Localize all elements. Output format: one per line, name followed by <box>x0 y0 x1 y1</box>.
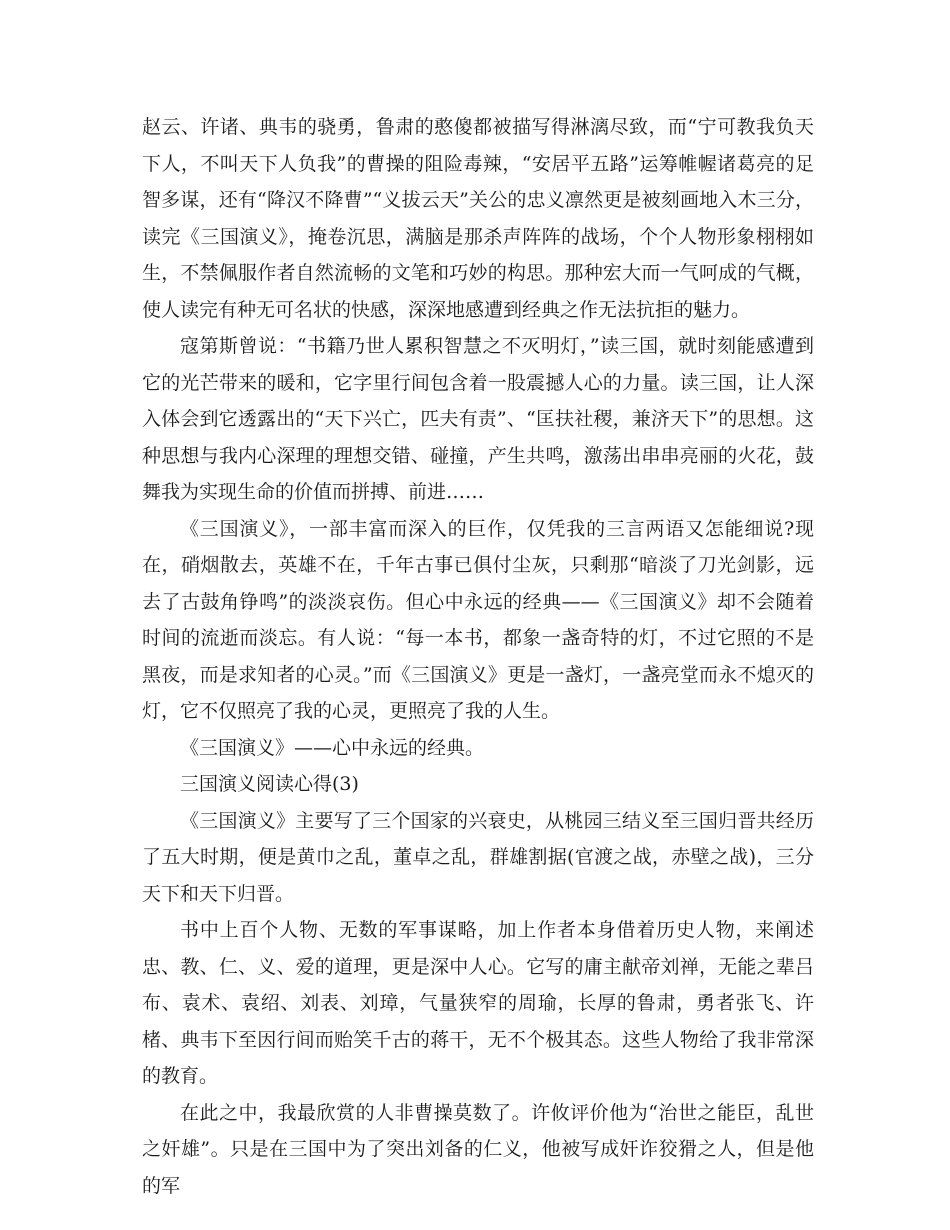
paragraph-4: 《三国演义》——心中永远的经典。 <box>180 736 485 759</box>
paragraph-8: 在此之中，我最欣赏的人非曹操莫数了。许攸评价他为“治世之能臣，乱世之奸雄”。只是在三国中为了突出刘备的仁义，他被写成奸诈狡猾之人，但是他的军 <box>142 1101 814 1197</box>
paragraph-2: 寇第斯曾说：“书籍乃世人累积智慧之不灭明灯，”读三国，就时刻能感遭到它的光芒带来的暖和，它字里行间包含着一股震撼人心的力量。读三国，让人深入体会到它透露出的“天下兴亡，匹夫有责”、“匡扶社稷，兼济天下”的思想。这种思想与我内心深理的理想交错、碰撞，产生共鸣，激荡出串串亮丽的火花，鼓舞我为实现生命的价值而拼搏、前进…… <box>142 335 814 503</box>
paragraph-6: 《三国演义》主要写了三个国家的兴衰史，从桃园三结义至三国归晋共经历了五大时期，便是黄巾之乱，董卓之乱，群雄割据(官渡之战，赤壁之战)，三分天下和天下归晋。 <box>142 809 814 905</box>
paragraph-3: 《三国演义》，一部丰富而深入的巨作，仅凭我的三言两语又怎能细说?现在，硝烟散去，英雄不在，千年古事已俱付尘灰，只剩那“暗淡了刀光剑影，远去了古鼓角铮鸣”的淡淡哀伤。但心中永远的经典——《三国演义》却不会随着时间的流逝而淡忘。有人说：“每一本书，都象一盏奇特的灯，不过它照的不是黑夜，而是求知者的心灵。”而《三国演义》更是一盏灯，一盏亮堂而永不熄灭的灯，它不仅照亮了我的心灵，更照亮了我的人生。 <box>142 517 814 722</box>
document-body <box>142 109 814 1204</box>
section-heading: 三国演义阅读心得(3) <box>180 773 359 795</box>
paragraph-1: 赵云、许诸、典韦的骁勇，鲁肃的憨傻都被描写得淋漓尽致，而“宁可教我负天下人，不叫天下人负我”的曹操的阻险毒辣，“安居平五路”运筹帷幄诸葛亮的足智多谋，还有“降汉不降曹”“义拔云天”关公的忠义凛然更是被刻画地入木三分，读完《三国演义》，掩卷沉思，满脑是那杀声阵阵的战场，个个人物形象栩栩如生，不禁佩服作者自然流畅的文笔和巧妙的构思。那种宏大而一气呵成的气概，使人读完有种无可名状的快感，深深地感遭到经典之作无法抗拒的魅力。 <box>142 116 814 321</box>
paragraph-7: 书中上百个人物、无数的军事谋略，加上作者本身借着历史人物，来阐述忠、教、仁、义、爱的道理，更是深中人心。它写的庸主献帝刘禅，无能之辈吕布、袁术、袁绍、刘表、刘璋，气量狭窄的周瑜，长厚的鲁肃，勇者张飞、许楮、典韦下至因行间而贻笑千古的蒋干，无不个极其态。这些人物给了我非常深的教育。 <box>142 919 814 1087</box>
